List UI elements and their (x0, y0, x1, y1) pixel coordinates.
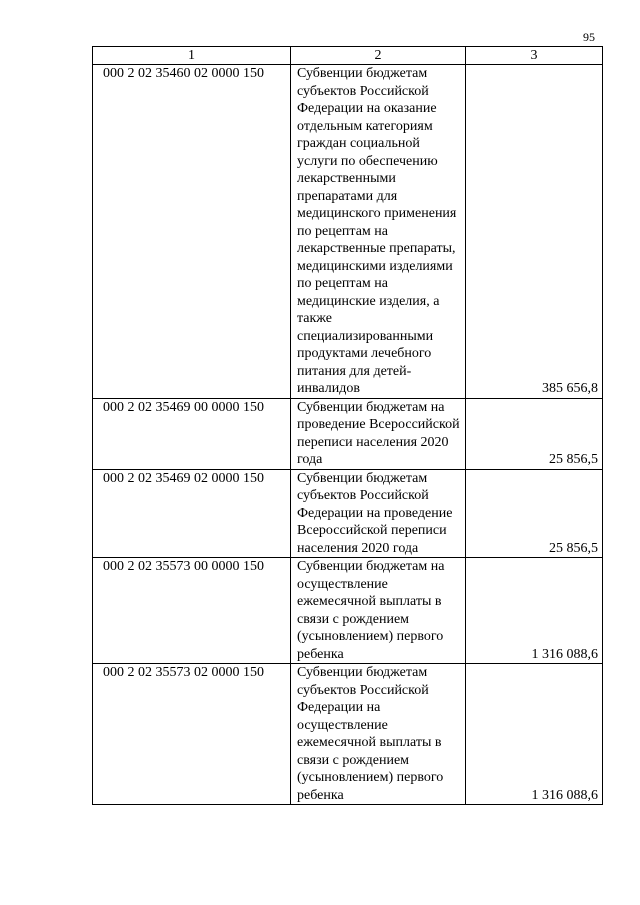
row-code: 000 2 02 35573 02 0000 150 (93, 664, 291, 805)
row-code: 000 2 02 35460 02 0000 150 (93, 65, 291, 399)
table-row (93, 664, 603, 805)
column-header-amount: 3 (466, 47, 603, 65)
row-name: Субвенции бюджетам субъектов Российской Федерации на осуществление ежемесячной выплаты в связи с рождением (усыновлением) первого ребенка (291, 664, 466, 805)
row-amount: 25 856,5 (466, 398, 603, 469)
table-row (93, 65, 603, 399)
row-name: Субвенции бюджетам на осуществление ежемесячной выплаты в связи с рождением (усыновлением) первого ребенка (291, 558, 466, 664)
row-amount: 385 656,8 (466, 65, 603, 399)
row-code: 000 2 02 35573 00 0000 150 (93, 558, 291, 664)
table-header-row (93, 47, 603, 65)
column-header-code: 1 (93, 47, 291, 65)
row-amount: 1 316 088,6 (466, 664, 603, 805)
page-number: 95 (583, 30, 595, 44)
row-name: Субвенции бюджетам на проведение Всероссийской переписи населения 2020 года (291, 398, 466, 469)
row-name: Субвенции бюджетам субъектов Российской Федерации на оказание отдельным категориям граждан социальной услуги по обеспечению лекарственными препаратами для медицинского применения по рецептам на лекарственные препараты, медицинскими изделиями по рецептам на медицинские изделия, а также специализированными продуктами лечебного питания для детей-инвалидов (291, 65, 466, 399)
row-code: 000 2 02 35469 02 0000 150 (93, 469, 291, 558)
budget-table (92, 46, 603, 805)
table-row (93, 398, 603, 469)
row-amount: 25 856,5 (466, 469, 603, 558)
table-row (93, 558, 603, 664)
table-row (93, 469, 603, 558)
column-header-name: 2 (291, 47, 466, 65)
row-code: 000 2 02 35469 00 0000 150 (93, 398, 291, 469)
row-name: Субвенции бюджетам субъектов Российской Федерации на проведение Всероссийской переписи населения 2020 года (291, 469, 466, 558)
row-amount: 1 316 088,6 (466, 558, 603, 664)
